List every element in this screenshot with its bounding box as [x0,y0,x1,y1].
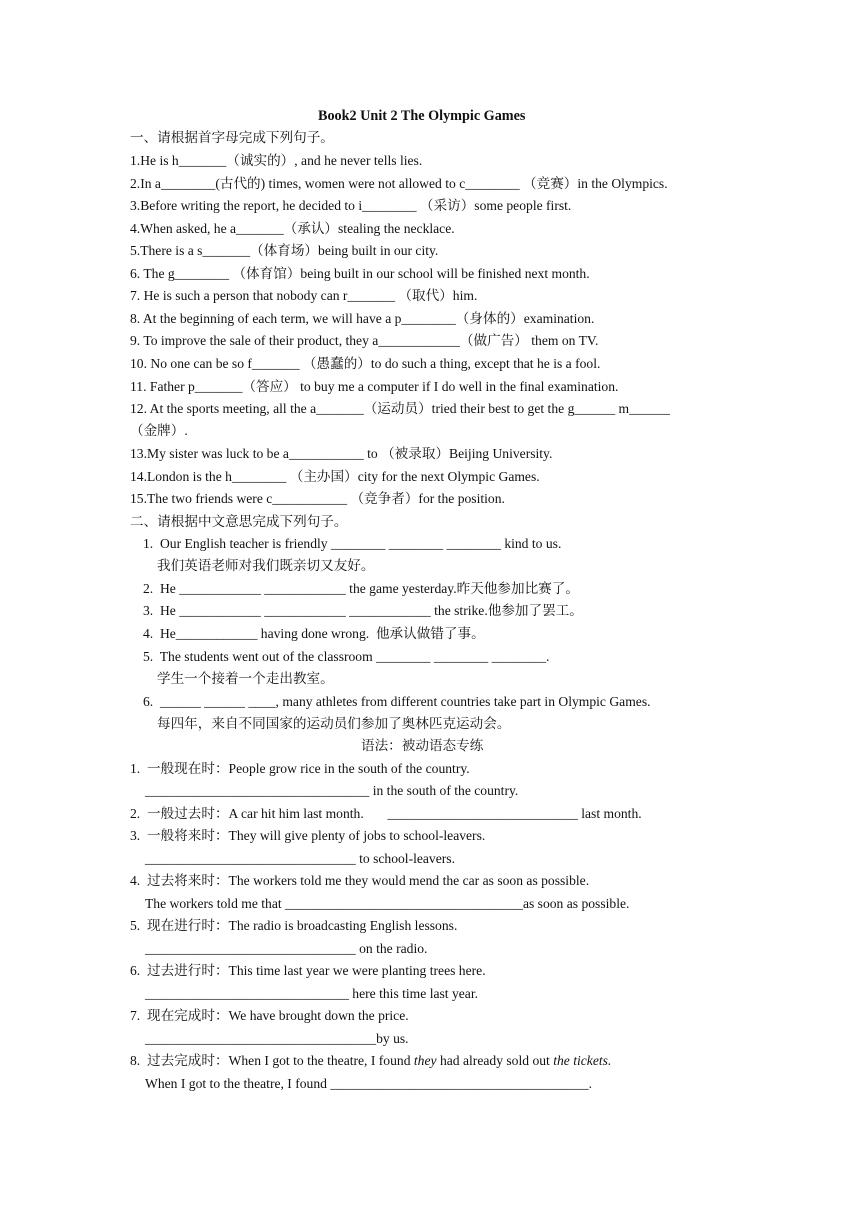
s1-item-14: 14.London is the h________ （主办国）city for the next Olympic Games. [130,469,540,484]
page-title: Book2 Unit 2 The Olympic Games [318,108,526,124]
g-item-2: 2. 一般过去时：A car hit him last month. ____________________________ last month. [130,806,642,821]
g-item-8-text: 8. 过去完成时：When I got to the theatre, I found [130,1053,414,1068]
g-item-8-text2: had already sold out [436,1053,554,1068]
g-item-7: 7. 现在完成时：We have brought down the price. [130,1008,409,1023]
g-item-7-answer: __________________________________by us. [145,1031,409,1046]
g-item-8-tickets: the tickets. [553,1053,612,1068]
g-item-4: 4. 过去将来时：The workers told me they would mend the car as soon as possible. [130,873,590,888]
s1-item-4: 4.When asked, he a_______（承认）stealing the necklace. [130,221,455,236]
s2-item-1-translation: 我们英语老师对我们既亲切又友好。 [157,558,375,573]
g-item-4-answer: The workers told me that ___________________________________as soon as possible. [145,896,630,911]
g-item-6-answer: ______________________________ here this time last year. [145,986,479,1001]
s2-item-6: 6. ______ ______ ____, many athletes from different countries take part in Olympic Games. [143,694,651,709]
s1-item-7: 7. He is such a person that nobody can r_______ （取代）him. [130,288,478,303]
s2-item-3: 3. He ____________ ____________ ____________ the strike.他参加了罢工。 [143,603,583,618]
s1-item-10: 10. No one can be so f_______ （愚蠢的）to do such a thing, except that he is a fool. [130,356,601,371]
g-item-3-answer: _______________________________ to school-leavers. [145,851,455,866]
section1-heading: 一、请根据首字母完成下列句子。 [130,130,334,145]
s1-item-5: 5.There is a s_______（体育场）being built in our city. [130,243,439,258]
s1-item-12-cont: （金牌）. [130,423,188,438]
g-item-3: 3. 一般将来时：They will give plenty of jobs to school-leavers. [130,828,486,843]
s1-item-2: 2.In a________(古代的) times, women were not allowed to c________ （竞赛）in the Olympics. [130,176,668,191]
g-item-6: 6. 过去进行时：This time last year we were planting trees here. [130,963,486,978]
s2-item-2: 2. He ____________ ____________ the game yesterday.昨天他参加比赛了。 [143,581,579,596]
g-item-1: 1. 一般现在时：People grow rice in the south of the country. [130,761,470,776]
s1-item-12: 12. At the sports meeting, all the a_______（运动员）tried their best to get the g______ m______ [130,401,670,416]
g-item-8 [130,1054,611,1068]
s1-item-9: 9. To improve the sale of their product, they a____________（做广告） them on TV. [130,333,599,348]
s2-item-5: 5. The students went out of the classroom ________ ________ ________. [143,649,550,664]
s1-item-11: 11. Father p_______（答应） to buy me a computer if I do well in the final examination. [130,379,619,394]
s1-item-8: 8. At the beginning of each term, we will have a p________（身体的）examination. [130,311,595,326]
s1-item-6: 6. The g________ （体育馆）being built in our school will be finished next month. [130,266,590,281]
section2-heading: 二、请根据中文意思完成下列句子。 [130,514,348,529]
g-item-1-answer: _________________________________ in the south of the country. [145,783,519,798]
s1-item-13: 13.My sister was luck to be a___________ to （被录取）Beijing University. [130,446,553,461]
s2-item-4: 4. He____________ having done wrong. 他承认做错了事。 [143,626,485,641]
s2-item-6-translation: 每四年，来自不同国家的运动员们参加了奥林匹克运动会。 [157,716,511,731]
g-item-5-answer: _______________________________ on the radio. [145,941,428,956]
s2-item-1: 1. Our English teacher is friendly ________ ________ ________ kind to us. [143,536,562,551]
s1-item-15: 15.The two friends were c___________ （竞争者）for the position. [130,491,505,506]
s2-item-5-translation: 学生一个接着一个走出教室。 [157,671,334,686]
g-item-8-they: they [413,1053,437,1068]
g-item-5: 5. 现在进行时：The radio is broadcasting English lessons. [130,918,458,933]
s1-item-1: 1.He is h_______（诚实的）, and he never tells lies. [130,153,423,168]
grammar-heading: 语法：被动语态专练 [361,738,484,753]
g-item-8-answer: When I got to the theatre, I found ______________________________________. [145,1076,593,1091]
s1-item-3: 3.Before writing the report, he decided to i________ （采访）some people first. [130,198,572,213]
